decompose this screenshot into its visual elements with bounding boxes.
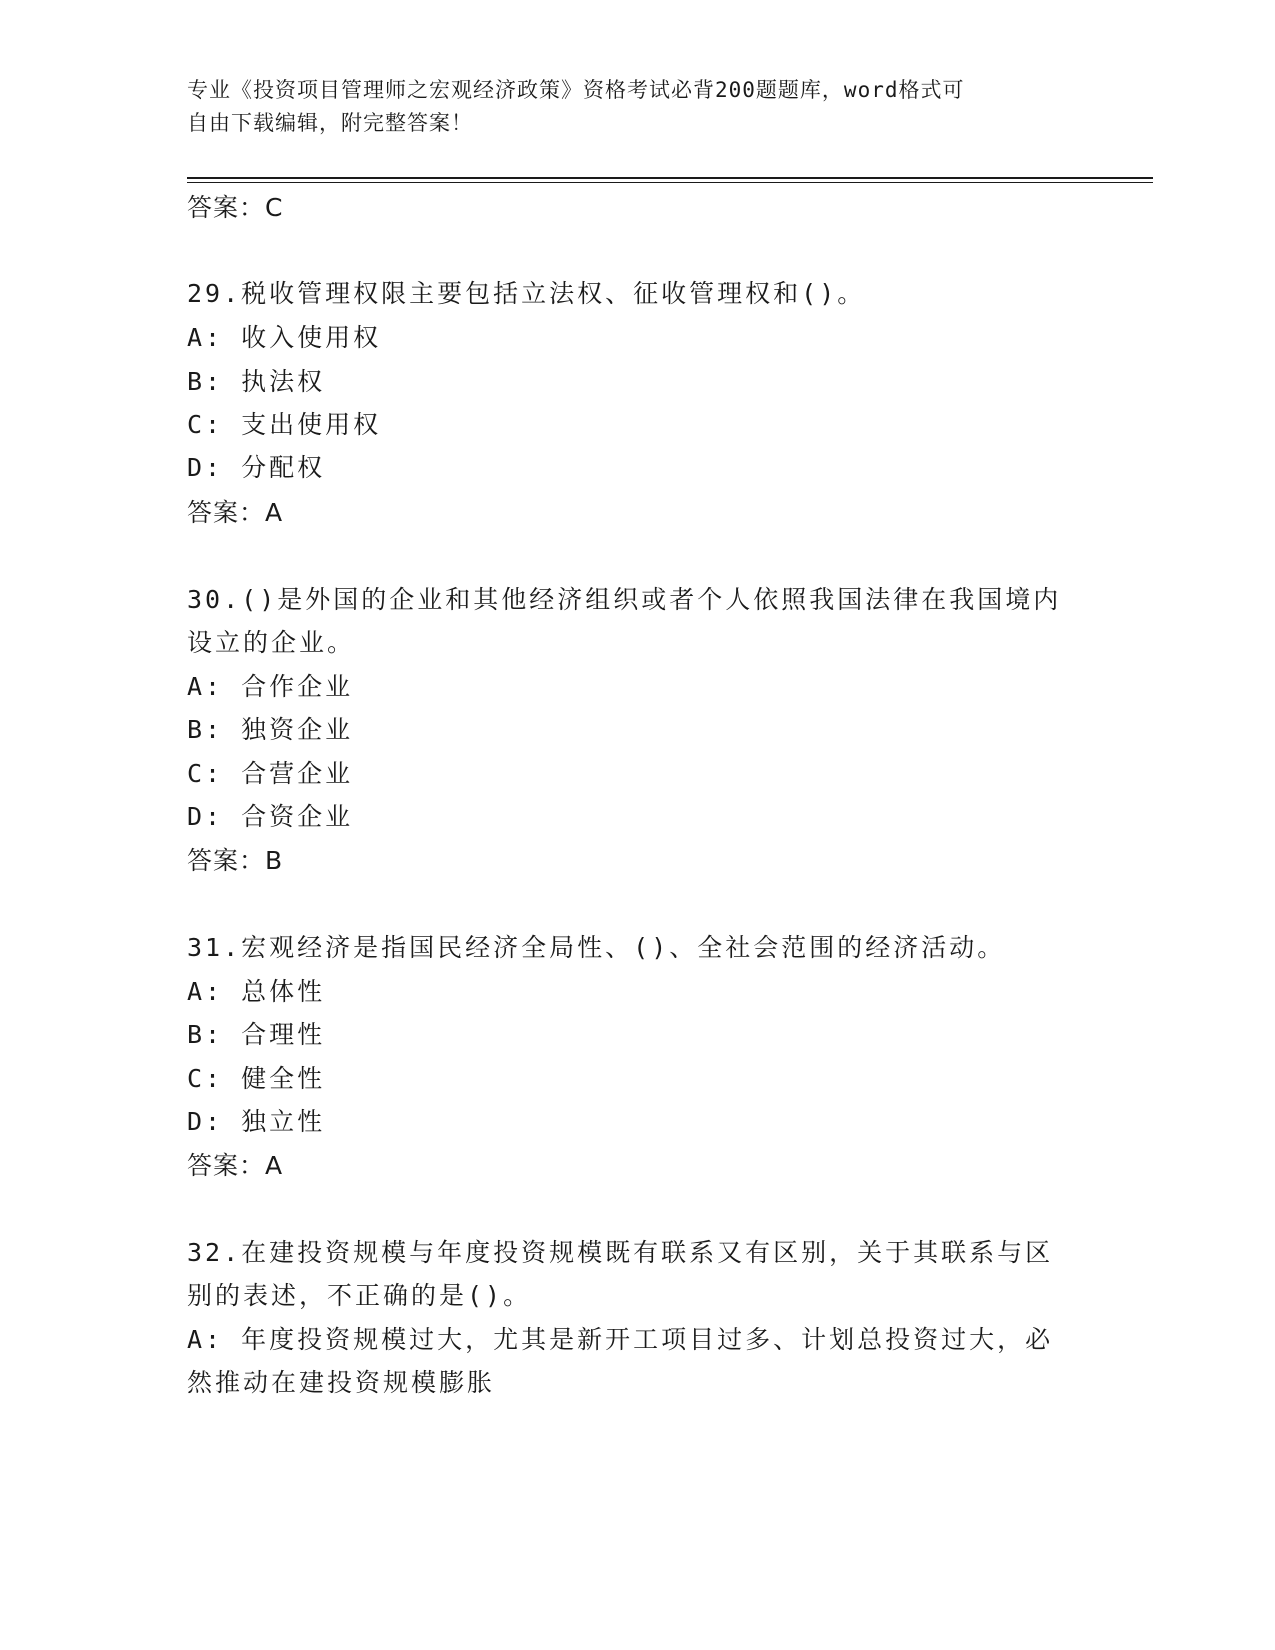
header-line-2: 自由下载编辑，附完整答案！	[187, 111, 473, 135]
question-29-stem: 29.税收管理权限主要包括立法权、征收管理权和()。	[187, 279, 866, 308]
prev-answer: 答案：C	[187, 193, 284, 222]
question-30-option-d: D: 合资企业	[187, 802, 354, 831]
question-29-option-a: A: 收入使用权	[187, 323, 382, 352]
question-31-option-b: B: 合理性	[187, 1020, 326, 1049]
question-31-option-a: A: 总体性	[187, 977, 326, 1006]
question-32-stem-2: 别的表述，不正确的是()。	[187, 1281, 532, 1310]
question-31-option-c: C: 健全性	[187, 1064, 326, 1093]
question-30-option-a: A: 合作企业	[187, 672, 354, 701]
question-30-option-c: C: 合营企业	[187, 759, 354, 788]
question-29-answer: 答案：A	[187, 498, 284, 527]
question-29-option-b: B: 执法权	[187, 367, 326, 396]
question-31-answer: 答案：A	[187, 1151, 284, 1180]
header-rule-thick	[187, 177, 1153, 179]
question-30-stem-1: 30.()是外国的企业和其他经济组织或者个人依照我国法律在我国境内	[187, 585, 1062, 614]
header-rule-thin	[187, 182, 1153, 183]
question-29-option-c: C: 支出使用权	[187, 410, 382, 439]
question-30-stem-2: 设立的企业。	[187, 628, 356, 657]
question-30-answer: 答案：B	[187, 846, 284, 875]
question-31-stem: 31.宏观经济是指国民经济全局性、()、全社会范围的经济活动。	[187, 933, 1006, 962]
question-32-stem-1: 32.在建投资规模与年度投资规模既有联系又有区别，关于其联系与区	[187, 1238, 1054, 1267]
question-32-option-a-line-2: 然推动在建投资规模膨胀	[187, 1368, 496, 1397]
question-30-option-b: B: 独资企业	[187, 715, 354, 744]
question-29-option-d: D: 分配权	[187, 453, 326, 482]
document-header	[187, 74, 1087, 140]
header-line-1: 专业《投资项目管理师之宏观经济政策》资格考试必背200题题库，word格式可	[187, 78, 965, 102]
question-32-option-a-line-1: A: 年度投资规模过大，尤其是新开工项目过多、计划总投资过大，必	[187, 1325, 1054, 1354]
question-31-option-d: D: 独立性	[187, 1107, 326, 1136]
